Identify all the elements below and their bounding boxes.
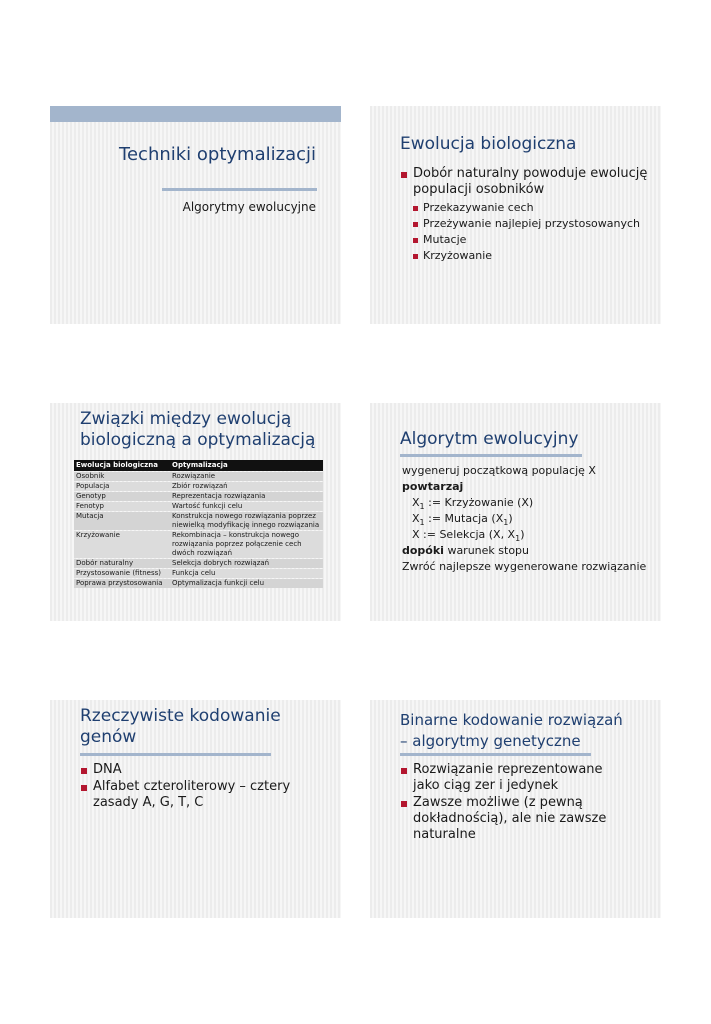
subscript: 1	[515, 534, 521, 544]
sub-bullet-item: Krzyżowanie	[413, 248, 656, 264]
code-text: := Mutacja (X	[424, 512, 504, 525]
slide-subtitle: Algorytmy ewolucyjne	[182, 200, 316, 214]
table-cell: Osobnik	[74, 472, 170, 481]
evolution-optimization-table	[74, 459, 323, 589]
table-row	[74, 482, 323, 491]
sub-bullet-item: Przeżywanie najlepiej przystosowanych	[413, 216, 656, 232]
table-cell: Funkcja celu	[170, 569, 323, 578]
pseudocode-line	[402, 543, 646, 559]
bullet-item: Zawsze możliwe (z pewną dokładnością), ale nie zawsze naturalne	[401, 795, 629, 843]
pseudocode-line	[402, 479, 646, 495]
table-cell: Mutacja	[74, 512, 170, 530]
bullet-item	[401, 166, 656, 264]
table-cell: Przystosowanie (fitness)	[74, 569, 170, 578]
title-divider	[80, 753, 271, 756]
slide-5	[50, 700, 341, 918]
subscript: 1	[419, 518, 425, 528]
slide-title-line: Rzeczywiste kodowanie	[80, 706, 281, 726]
slide-title	[80, 706, 281, 748]
slide-title: Techniki optymalizacji	[119, 144, 316, 165]
subscript: 1	[419, 502, 425, 512]
pseudocode-line	[402, 527, 646, 543]
slide-title-line: biologiczną a optymalizacją	[80, 430, 316, 450]
sub-bullet-item: Przekazywanie cech	[413, 200, 656, 216]
bullet-list	[401, 166, 656, 265]
table-cell: Dobór naturalny	[74, 559, 170, 568]
table-row	[74, 512, 323, 530]
sub-bullet-list	[413, 200, 656, 264]
slide-title	[80, 409, 315, 451]
table-header-cell: Optymalizacja	[170, 460, 323, 471]
table-cell: Selekcja dobrych rozwiązań	[170, 559, 323, 568]
slide-1	[50, 106, 341, 324]
table-header-cell: Ewolucja biologiczna	[74, 460, 170, 471]
slide-title: Ewolucja biologiczna	[400, 134, 577, 154]
slide-2	[370, 106, 661, 324]
slide-3	[50, 403, 341, 621]
table-cell: Krzyżowanie	[74, 531, 170, 558]
code-text: := Krzyżowanie (X)	[424, 496, 534, 509]
table-cell: Poprawa przystosowania	[74, 579, 170, 588]
slide-title-line: – algorytmy genetyczne	[400, 732, 581, 750]
table-cell: Rekombinacja – konstrukcja nowego rozwiązania poprzez połączenie cech dwóch rozwiązań	[170, 531, 323, 558]
bullet-item: Alfabet czteroliterowy – cztery zasady A, G, T, C	[81, 779, 301, 811]
bullet-list	[401, 762, 629, 844]
table-cell: Reprezentacja rozwiązania	[170, 492, 323, 501]
table-cell: Genotyp	[74, 492, 170, 501]
subscript: 1	[503, 518, 509, 528]
slide-title-line: Związki między ewolucją	[80, 409, 292, 429]
var-x: X	[412, 496, 420, 509]
sub-bullet-item: Mutacje	[413, 232, 656, 248]
bullet-text: Dobór naturalny powoduje ewolucję populacji osobników	[413, 166, 648, 197]
pseudocode-block	[402, 463, 646, 575]
bullet-list	[81, 762, 301, 812]
pseudocode-line: Zwróć najlepsze wygenerowane rozwiązanie	[402, 560, 647, 573]
pseudocode-line	[402, 495, 646, 511]
table-row	[74, 579, 323, 588]
table-row	[74, 559, 323, 568]
table-cell: Optymalizacja funkcji celu	[170, 579, 323, 588]
slide-4	[370, 403, 661, 621]
code-text: )	[520, 528, 525, 541]
code-text: X := Selekcja (X, X	[412, 528, 516, 541]
code-text: )	[508, 512, 513, 525]
title-divider	[400, 753, 591, 756]
table-header-row	[74, 460, 323, 471]
pseudocode-line	[402, 511, 646, 527]
table-row	[74, 569, 323, 578]
table-cell: Rozwiązanie	[170, 472, 323, 481]
slide-title	[400, 710, 623, 752]
table-cell: Zbiór rozwiązań	[170, 482, 323, 491]
slide-title-line: Binarne kodowanie rozwiązań	[400, 711, 623, 729]
title-divider	[162, 188, 317, 191]
title-divider	[400, 454, 582, 457]
table-row	[74, 531, 323, 558]
bullet-item: DNA	[81, 762, 301, 778]
slide-title-line: genów	[80, 727, 137, 747]
table-cell: Populacja	[74, 482, 170, 491]
keyword-repeat: powtarzaj	[402, 480, 464, 493]
table-row	[74, 492, 323, 501]
table-cell: Fenotyp	[74, 502, 170, 511]
keyword-until: dopóki	[402, 544, 444, 557]
table-row	[74, 472, 323, 481]
table-row	[74, 502, 323, 511]
table-cell: Wartość funkcji celu	[170, 502, 323, 511]
var-x: X	[412, 512, 420, 525]
bullet-item: Rozwiązanie reprezentowane jako ciąg zer i jedynek	[401, 762, 629, 794]
code-text: warunek stopu	[443, 544, 530, 557]
table-cell: Konstrukcja nowego rozwiązania poprzez niewielką modyfikację innego rozwiązania	[170, 512, 323, 530]
slide-title: Algorytm ewolucyjny	[400, 429, 579, 449]
slide-6	[370, 700, 661, 918]
slide-header-bar	[50, 106, 341, 122]
pseudocode-line: wygeneruj początkową populację X	[402, 464, 596, 477]
